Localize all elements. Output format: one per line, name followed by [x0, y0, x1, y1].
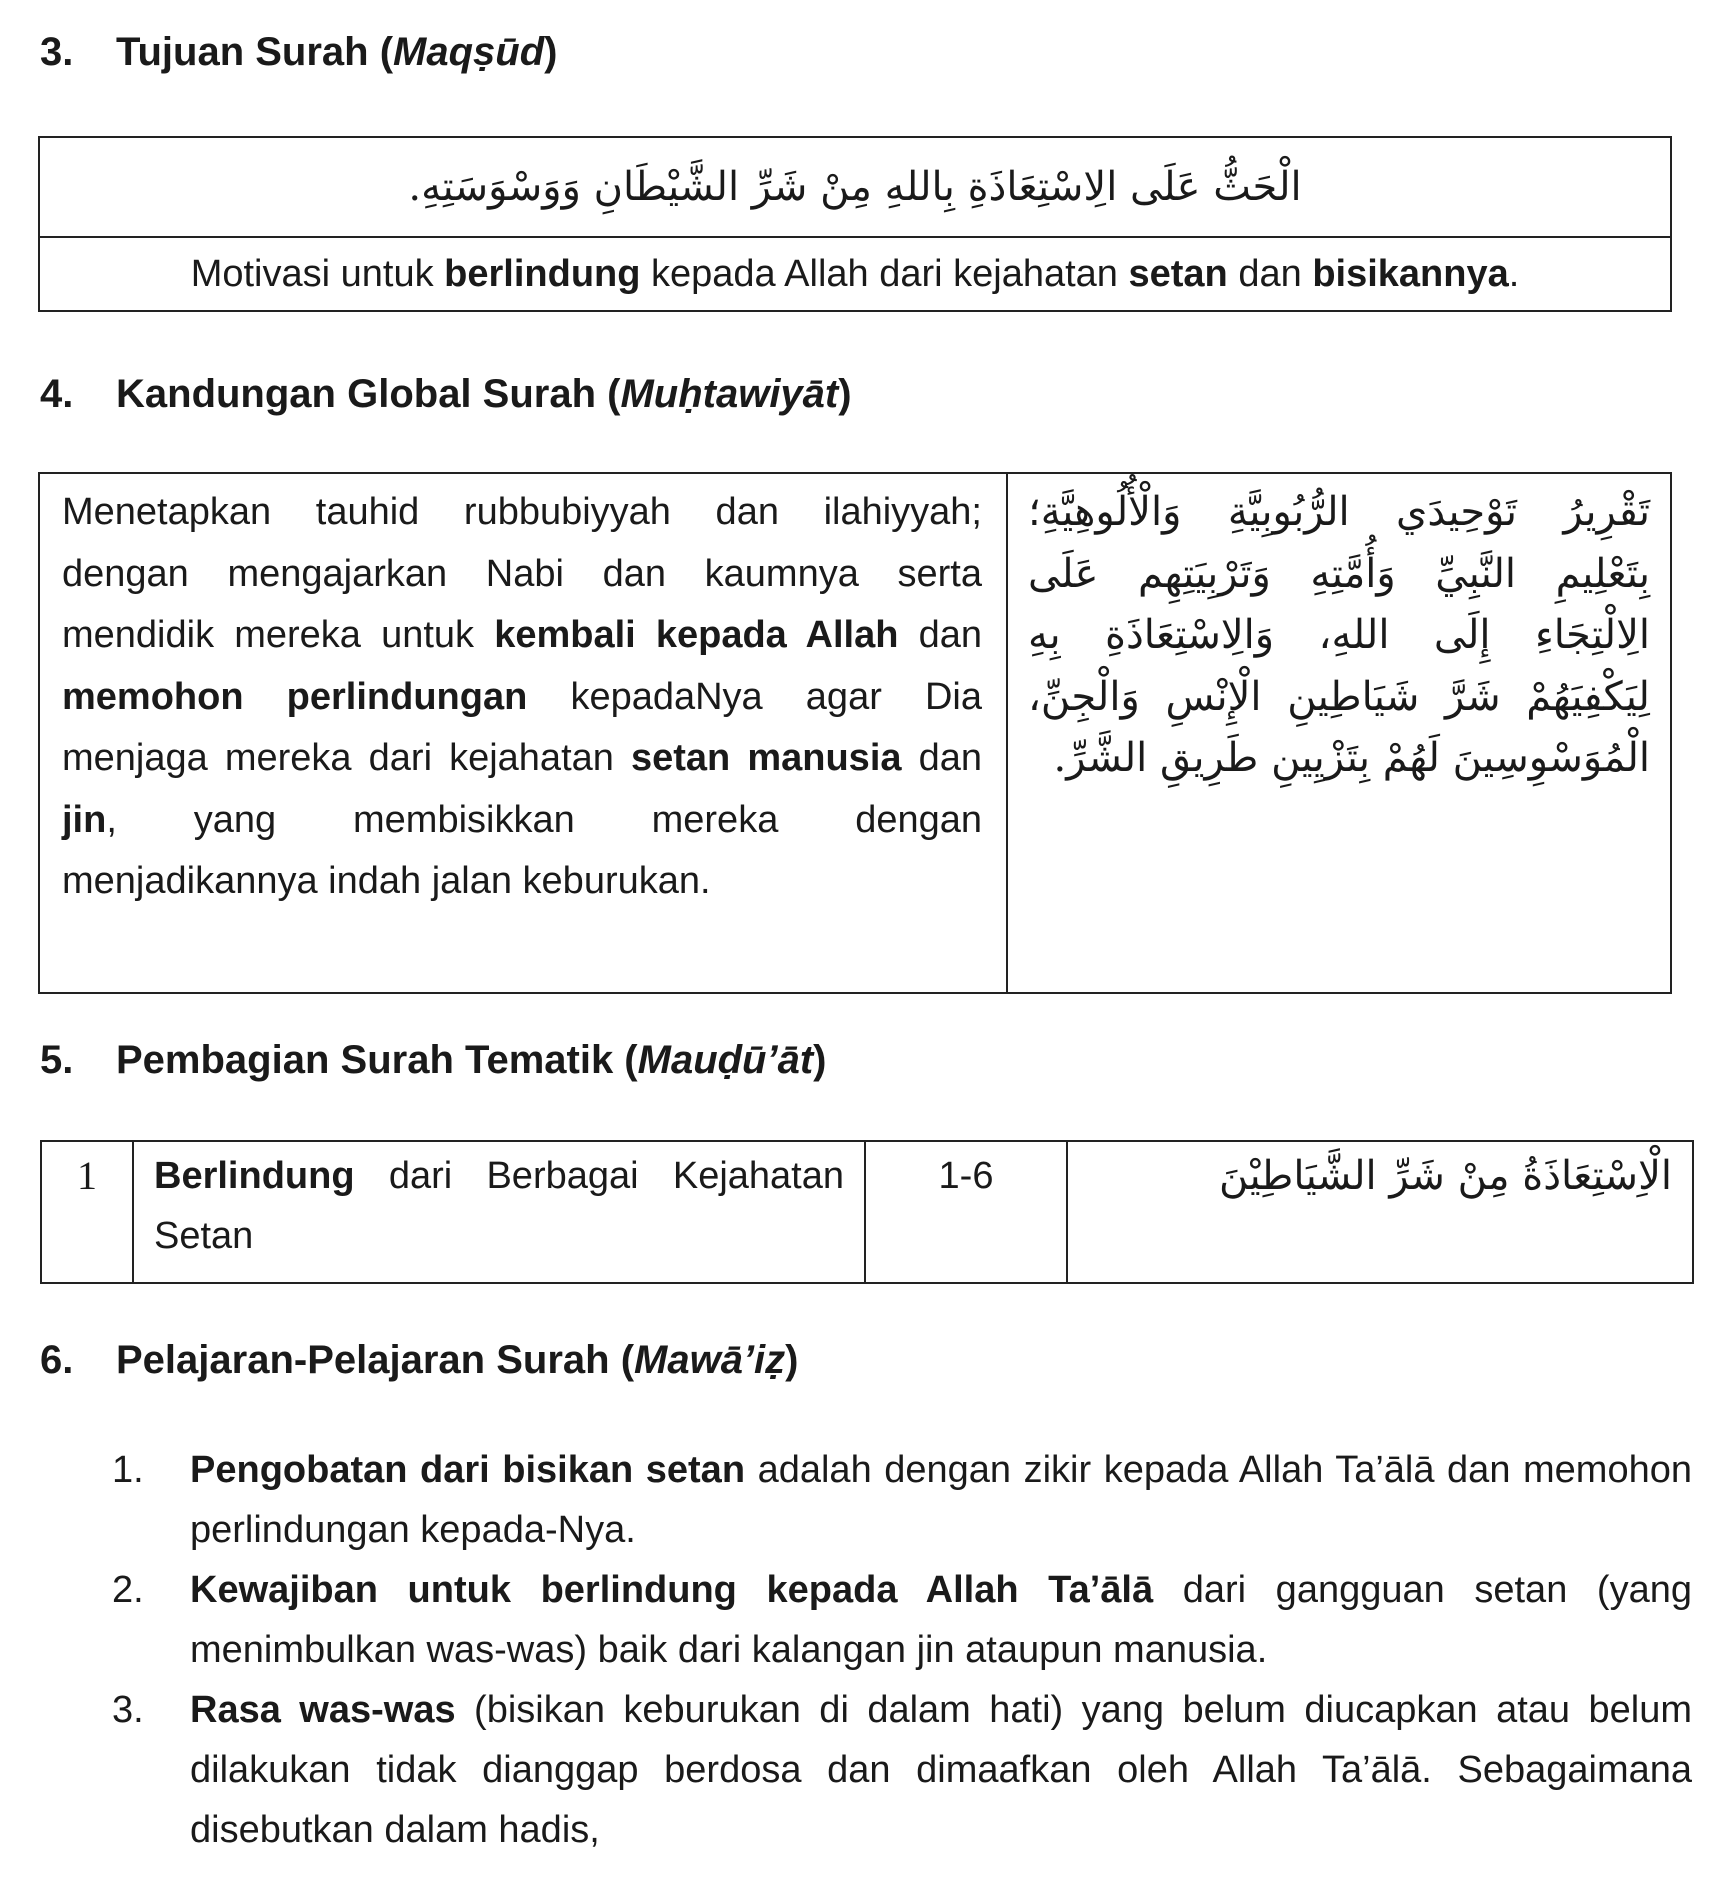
row-verses: 1-6 [865, 1141, 1067, 1283]
item-text: Pengobatan dari bisikan setan adalah dengan zikir kepada Allah Ta’ālā dan memohon perlindungan kepada-Nya. [190, 1449, 1692, 1551]
section-title-end: ) [838, 372, 852, 416]
section-number: 6. [40, 1338, 74, 1382]
section-title-italic: Mawā’iẓ [634, 1338, 786, 1382]
purpose-arabic: الْحَثُّ عَلَى الِاسْتِعَاذَةِ بِاللهِ مِنْ شَرِّ الشَّيْطَانِ وَوَسْوَسَتِهِ. [39, 137, 1671, 237]
section-title-italic: Mauḍū’āt [637, 1038, 814, 1082]
table-row [41, 1141, 1693, 1283]
content-indonesian: Menetapkan tauhid rubbubiyyah dan ilahiyyah; dengan mengajarkan Nabi dan kaumnya serta mendidik mereka untuk kembali kepada Allah dan memohon perlindungan kepadaNya agar Dia menjaga mereka dari kejahatan setan manusia dan jin, yang membisikkan mereka dengan menjadikannya indah jalan keburukan. [39, 473, 1007, 993]
section-title-end: ) [813, 1038, 827, 1082]
section-title-end: ) [544, 30, 558, 74]
section-5-heading [40, 1036, 827, 1084]
section-title: Pembagian Surah Tematik ( [116, 1038, 638, 1082]
item-number: 3. [112, 1689, 144, 1731]
item-number: 2. [112, 1569, 144, 1611]
list-item [112, 1440, 1692, 1560]
section-title: Pelajaran-Pelajaran Surah ( [116, 1338, 635, 1382]
section-title: Tujuan Surah ( [116, 30, 394, 74]
row-topic: Berlindung dari Berbagai Kejahatan Setan [133, 1141, 865, 1283]
list-item [112, 1560, 1692, 1680]
purpose-translation: Motivasi untuk berlindung kepada Allah dari kejahatan setan dan bisikannya. [39, 237, 1671, 311]
list-item [112, 1680, 1692, 1860]
section-4-heading [40, 370, 852, 418]
lessons-list [112, 1440, 1692, 1860]
content-table [38, 472, 1672, 994]
section-title: Kandungan Global Surah ( [116, 372, 621, 416]
row-arabic: الْاِسْتِعَاذَةُ مِنْ شَرِّ الشَّيَاطِيْنَ [1067, 1141, 1693, 1283]
section-6-heading [40, 1336, 799, 1384]
section-title-end: ) [785, 1338, 799, 1382]
item-text: Rasa was-was (bisikan keburukan di dalam hati) yang belum diucapkan atau belum dilakukan tidak dianggap berdosa dan dimaafkan oleh Allah Ta’ālā. Sebagaimana disebutkan dalam hadis, [190, 1689, 1692, 1851]
section-number: 4. [40, 372, 74, 416]
purpose-table [38, 136, 1672, 312]
row-number: 1 [41, 1141, 133, 1283]
section-number: 3. [40, 30, 74, 74]
content-arabic: تَقْرِيرُ تَوْحِيدَي الرُّبُوبِيَّةِ وَالْأُلُوهِيَّةِ؛ بِتَعْلِيمِ النَّبِيِّ وَأُمَّتِهِ وَتَرْبِيَتِهِم عَلَى الِالْتِجَاءِ إِلَى اللهِ، وَالِاسْتِعَاذَةِ بِهِ لِيَكْفِيَهُمْ شَرَّ شَيَاطِينِ الْإِنْسِ وَالْجِنِّ، الْمُوَسْوِسِينَ لَهُمْ بِتَزْيِينِ طَرِيقِ الشَّرِّ. [1007, 473, 1671, 993]
section-title-italic: Maqṣūd [393, 30, 545, 74]
section-3-heading [40, 28, 557, 76]
thematic-table [40, 1140, 1694, 1284]
item-number: 1. [112, 1449, 144, 1491]
section-number: 5. [40, 1038, 74, 1082]
item-text: Kewajiban untuk berlindung kepada Allah Ta’ālā dari gangguan setan (yang menimbulkan was-was) baik dari kalangan jin ataupun manusia. [190, 1569, 1692, 1671]
section-title-italic: Muḥtawiyāt [620, 372, 839, 416]
